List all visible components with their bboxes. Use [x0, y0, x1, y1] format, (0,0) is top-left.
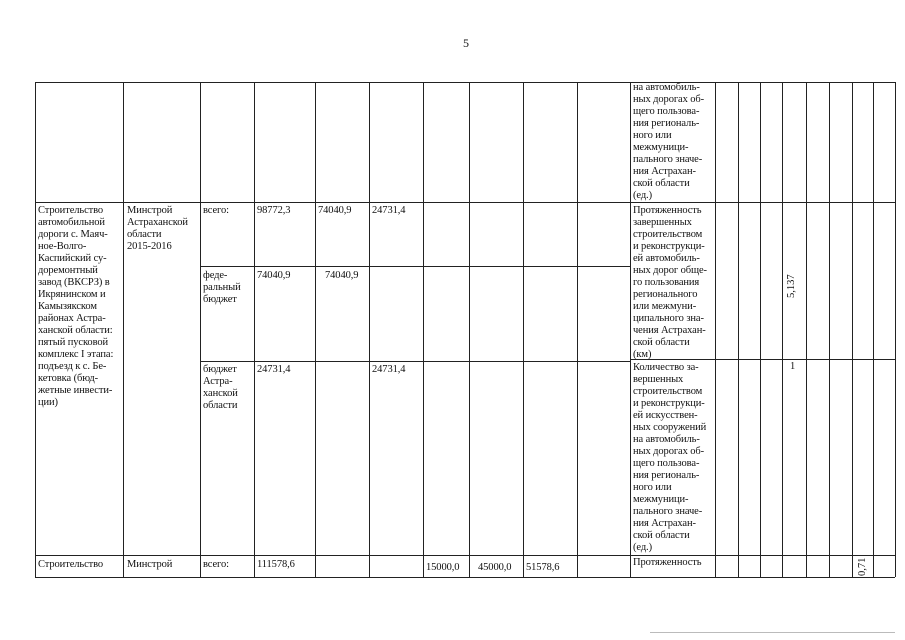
table-rule: [200, 361, 630, 362]
row1-source-federal-label: феде- ральный бюджет: [203, 270, 241, 305]
table-rule: [760, 82, 761, 577]
row1-total-federal: 74040,9: [257, 270, 291, 281]
table-rule: [35, 577, 895, 578]
table-rule: [35, 82, 36, 577]
row1-project-name: Строительство автомобильной дороги с. Маяч- ное-Волго- Каспийский су- доремонтный завод (ВКСРЗ) в Икрянинском и Камызякском районах Астра- ханской области: пятый пусковой комплекс I этапа: подъезд к с. Бе- кетовка (бюд- жетные инвести- ции): [38, 205, 114, 408]
row1-source-total-label: всего:: [203, 205, 229, 216]
row2-indicator: Протяженность: [633, 557, 702, 568]
row1-indicator-structures-value: 1: [790, 361, 796, 372]
table-rule: [630, 82, 631, 577]
table-rule: [806, 82, 807, 577]
table-rule: [315, 82, 316, 577]
table-rule: [852, 82, 853, 577]
row1-indicator-length-value: 5,137: [786, 274, 797, 298]
table-rule: [35, 555, 895, 556]
table-rule: [35, 202, 895, 203]
table-rule: [829, 82, 830, 577]
table-rule: [254, 82, 255, 577]
row1-executor: Минстрой Астраханской области 2015-2016: [127, 205, 188, 252]
row2-indicator-value: 0,71: [857, 557, 868, 576]
row1-2016-regional: 24731,4: [372, 364, 406, 375]
table-rule: [369, 82, 370, 577]
row2-2019: 51578,6: [526, 562, 560, 573]
table-rule: [35, 82, 895, 83]
row2-project-name: Строительство: [38, 559, 104, 570]
page-number: 5: [463, 36, 469, 50]
row2-2017: 15000,0: [426, 562, 460, 573]
row1-2015-federal: 74040,9: [325, 270, 359, 281]
row1-2016-all: 24731,4: [372, 205, 406, 216]
row1-source-regional-label: бюджет Астра- ханской области: [203, 364, 238, 411]
page-footer-rule: [650, 632, 895, 633]
row2-total-all: 111578,6: [257, 559, 295, 570]
row1-total-regional: 24731,4: [257, 364, 291, 375]
row1-2015-all: 74040,9: [318, 205, 352, 216]
row1-total-all: 98772,3: [257, 205, 291, 216]
row2-executor: Минстрой: [127, 559, 173, 570]
row0-indicator: на автомобиль- ных дорогах об- щего пользова- ния региональ- ного или межмуници- пального значе- ния Астрахан- ской области (ед.): [633, 82, 705, 201]
row1-indicator-structures: Количество за- вершенных строительством и реконструкци- ей искусствен- ных сооружений на автомобиль- ных дорогах об- щего пользова- ния региональ- ного или межмуници- пального значе- ния Астрахан- ской области (ед.): [633, 362, 707, 553]
table-rule: [873, 82, 874, 577]
row2-2018: 45000,0: [478, 562, 512, 573]
row2-source-total-label: всего:: [203, 559, 229, 570]
table-rule: [715, 82, 716, 577]
table-rule: [423, 82, 424, 577]
table-rule: [738, 82, 739, 577]
table-rule: [895, 82, 896, 577]
table-rule: [782, 82, 783, 577]
table-rule: [200, 266, 630, 267]
table-rule: [200, 82, 201, 577]
table-rule: [523, 82, 524, 577]
table-rule: [123, 82, 124, 577]
table-rule: [469, 82, 470, 577]
table-rule: [577, 82, 578, 577]
row1-indicator-length: Протяженность завершенных строительством и реконструкци- ей автомобиль- ных дорог обще- го пользования регионального или межмуни- ципального зна- чения Астрахан- ской области (км): [633, 205, 707, 360]
